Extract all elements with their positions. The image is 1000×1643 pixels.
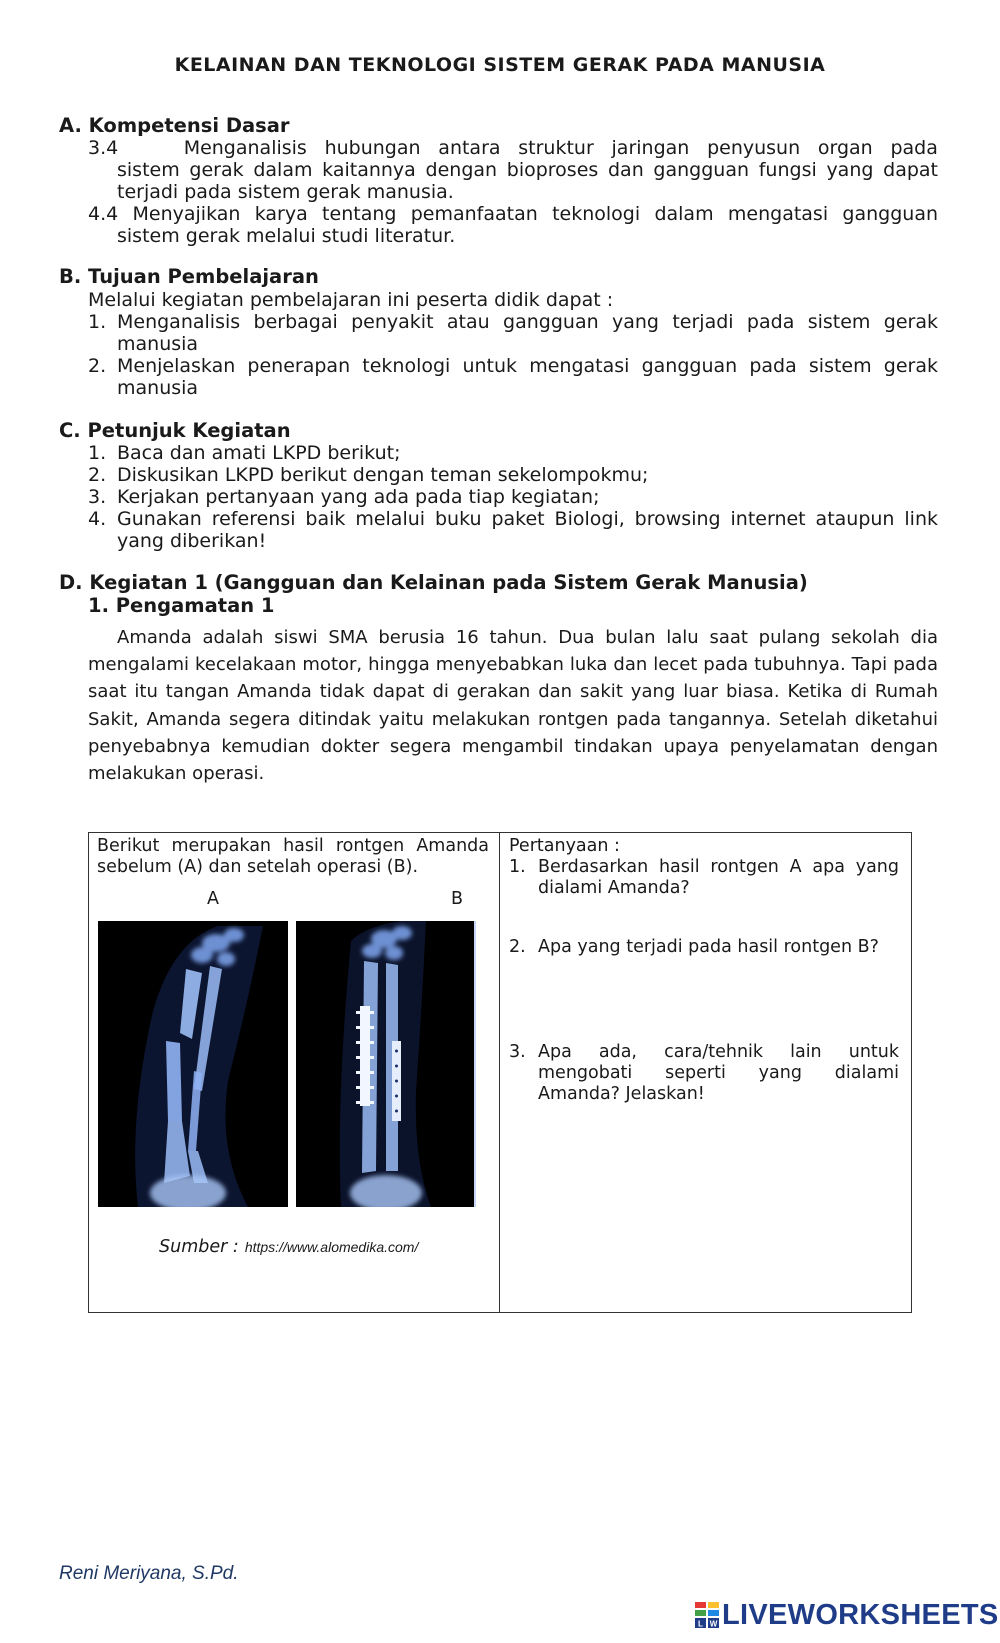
instruction-text: Baca dan amati LKPD berikut; [117, 442, 401, 464]
table-right-cell [500, 833, 911, 1312]
section-d-heading: D. Kegiatan 1 (Gangguan dan Kelainan pada Sistem Gerak Manusia) [59, 571, 808, 594]
objective-number: 1. [88, 311, 107, 333]
xray-description: Berikut merupakan hasil rontgen Amanda sebelum (A) dan setelah operasi (B). [97, 836, 489, 877]
competency-item-1 [88, 137, 938, 203]
section-b-heading: B. Tujuan Pembelajaran [59, 265, 319, 288]
question-number: 2. [509, 937, 526, 957]
question-item [509, 1042, 899, 1105]
objective-item [88, 311, 938, 355]
instruction-item [88, 464, 938, 486]
image-source [159, 1235, 418, 1258]
liveworksheets-logo[interactable] [695, 1599, 999, 1631]
liveworksheets-icon [695, 1602, 719, 1628]
competency-item-2 [88, 203, 938, 247]
objectives-list [88, 289, 938, 399]
competency-word: Menganalisis [183, 137, 307, 159]
section-c-heading: C. Petunjuk Kegiatan [59, 419, 291, 442]
xray-image-b [296, 921, 476, 1207]
source-link[interactable]: https://www.alomedika.com/ [244, 1239, 419, 1255]
questions-heading: Pertanyaan : [509, 836, 620, 856]
instruction-item [88, 508, 938, 552]
instruction-item [88, 442, 938, 464]
competency-number: 3.4 [88, 137, 119, 159]
observation-heading: 1. Pengamatan 1 [88, 594, 275, 617]
competency-word: organ [817, 137, 873, 159]
source-label: Sumber : [159, 1237, 239, 1257]
section-a-heading: A. Kompetensi Dasar [59, 114, 290, 137]
xray-image-a [98, 921, 288, 1207]
instruction-text: Gunakan referensi baik melalui buku paket Biologi, browsing internet ataupun link yang diberikan! [117, 508, 938, 552]
logo-letter: W [709, 1619, 718, 1628]
instruction-number: 1. [88, 442, 107, 464]
instruction-number: 4. [88, 508, 107, 530]
competency-item-2-text: 4.4 Menyajikan karya tentang pemanfaatan teknologi dalam mengatasi gangguan sistem gerak melalui studi literatur. [88, 203, 938, 247]
competency-item-1-first-line [88, 137, 938, 159]
question-text: Apa yang terjadi pada hasil rontgen B? [538, 937, 879, 957]
brand-name: LIVEWORKSHEETS [722, 1599, 999, 1631]
competency-item-1-rest: sistem gerak dalam kaitannya dengan bioproses dan gangguan fungsi yang dapat terjadi pada sistem gerak manusia. [117, 159, 938, 203]
instruction-number: 2. [88, 464, 107, 486]
case-paragraph: Amanda adalah siswi SMA berusia 16 tahun. Dua bulan lalu saat pulang sekolah dia mengalami kecelakaan motor, hingga menyebabkan luka dan lecet pada tubuhnya. Tapi pada saat itu tangan Amanda tidak dapat di gerakan dan sakit yang luar biasa. Ketika di Rumah Sakit, Amanda segera ditindak yaitu melakukan rontgen pada tangannya. Setelah diketahui penyebabnya kemudian dokter segera mengambil tindakan upaya penyelamatan dengan melakukan operasi. [88, 627, 938, 785]
instruction-text: Kerjakan pertanyaan yang ada pada tiap kegiatan; [117, 486, 600, 508]
question-number: 1. [509, 857, 526, 877]
xray-label-b: B [451, 889, 464, 909]
instruction-text: Diskusikan LKPD berikut dengan teman sekelompokmu; [117, 464, 649, 486]
instruction-item [88, 486, 938, 508]
objective-number: 2. [88, 355, 107, 377]
xray-b-graphic [296, 921, 476, 1207]
question-text: Apa ada, cara/tehnik lain untuk mengobati seperti yang dialami Amanda? Jelaskan! [538, 1042, 899, 1104]
xray-a-graphic [98, 921, 288, 1207]
objectives-intro: Melalui kegiatan pembelajaran ini peserta didik dapat : [88, 289, 614, 311]
page-title: KELAINAN DAN TEKNOLOGI SISTEM GERAK PADA MANUSIA [174, 54, 826, 76]
question-number: 3. [509, 1042, 526, 1062]
objective-item [88, 355, 938, 399]
objective-text: Menganalisis berbagai penyakit atau gangguan yang terjadi pada sistem gerak manusia [117, 311, 938, 355]
competency-word: antara [438, 137, 501, 159]
author-name: Reni Meriyana, S.Pd. [59, 1563, 239, 1584]
question-text: Berdasarkan hasil rontgen A apa yang dialami Amanda? [538, 857, 899, 898]
competency-list [88, 137, 938, 247]
table-left-cell [89, 833, 500, 1312]
competency-word: struktur [518, 137, 594, 159]
objective-text: Menjelaskan penerapan teknologi untuk mengatasi gangguan pada sistem gerak manusia [117, 355, 938, 399]
question-item [509, 857, 899, 899]
instructions-list [88, 442, 938, 552]
competency-word: hubungan [324, 137, 421, 159]
logo-letter: L [698, 1619, 703, 1628]
observation-table [88, 832, 912, 1313]
competency-word: pada [890, 137, 938, 159]
competency-word: jaringan [611, 137, 690, 159]
instruction-number: 3. [88, 486, 107, 508]
competency-word: penyusun [707, 137, 801, 159]
question-item [509, 937, 899, 958]
xray-label-a: A [207, 889, 219, 909]
